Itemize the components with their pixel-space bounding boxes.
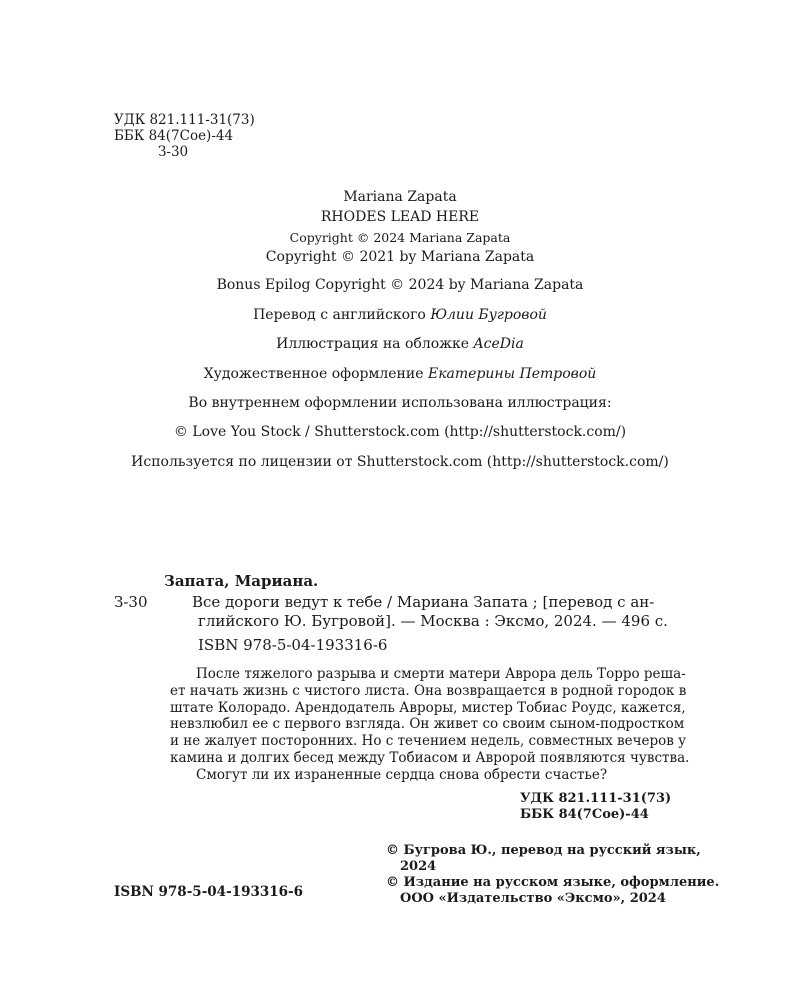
annotation-line: штате Колорадо. Арендодатель Авроры, мистер Тобиас Роудс, кажется, xyxy=(170,699,686,716)
isbn-bottom: ISBN 978-5-04-193316-6 xyxy=(114,884,304,900)
udk-code-top: УДК 821.111-31(73) xyxy=(114,112,255,128)
translation-copyright-line: © Бугрова Ю., перевод на русский язык, xyxy=(386,843,701,858)
description-line: Все дороги ведут к тебе / Мариана Запата ; [перевод с ан- xyxy=(192,593,655,611)
edition-copyright-line: © Издание на русском языке, оформление. xyxy=(386,875,720,890)
cover-label: Иллюстрация на обложке xyxy=(276,336,470,352)
author-heading: Запата, Мариана. xyxy=(164,572,319,590)
isbn: ISBN 978-5-04-193316-6 xyxy=(198,636,388,654)
annotation-line: После тяжелого разрыва и смерти матери Аврора дель Торро реша- xyxy=(196,666,686,682)
cover-artist: AceDia xyxy=(473,336,524,352)
bonus-epilog-copyright: Bonus Epilog Copyright © 2024 by Mariana Zapata xyxy=(216,277,584,293)
translation-credit xyxy=(100,307,700,323)
designer-name: Екатерины Петровой xyxy=(427,366,597,382)
translation-label: Перевод с английского xyxy=(253,307,426,323)
annotation-line: невзлюбил ее с первого взгляда. Он живет со своим сыном-подростком xyxy=(170,716,685,733)
bbk-code-top: ББК 84(7Сое)-44 xyxy=(114,128,234,144)
annotation xyxy=(170,666,718,784)
bbk-code-bottom: ББК 84(7Сое)-44 xyxy=(520,807,649,822)
interior-note: Во внутреннем оформлении использована иллюстрация: xyxy=(188,395,612,411)
publisher-copyright-line: ООО «Издательство «Эксмо», 2024 xyxy=(400,891,666,906)
udk-code-bottom: УДК 821.111-31(73) xyxy=(520,791,672,806)
cover-credit xyxy=(100,336,700,352)
translation-copyright-year: 2024 xyxy=(400,859,437,874)
author-mark-top: З-30 xyxy=(158,144,189,160)
copyright-2021: Copyright © 2021 by Mariana Zapata xyxy=(265,249,535,265)
bottom-classification-codes xyxy=(520,791,671,823)
original-author: Mariana Zapata xyxy=(343,189,457,205)
annotation-line: ет начать жизнь с чистого листа. Она возвращается в родной городок в xyxy=(170,682,687,699)
author-mark: З-30 xyxy=(114,593,148,611)
credits-block xyxy=(100,0,700,480)
design-credit xyxy=(100,366,700,382)
copyright-2024: Copyright © 2024 Mariana Zapata xyxy=(289,230,511,245)
description-line: глийского Ю. Бугровой]. — Москва : Эксмо, 2024. — 496 с. xyxy=(198,612,668,630)
translator-name: Юлии Бугровой xyxy=(430,307,547,323)
original-title: RHODES LEAD HERE xyxy=(320,209,480,225)
copyright-notices xyxy=(386,843,719,907)
annotation-line: Смогут ли их израненные сердца снова обрести счастье? xyxy=(196,766,608,783)
license-note: Используется по лицензии от Shutterstock.com (http://shutterstock.com/) xyxy=(131,454,669,470)
design-label: Художественное оформление xyxy=(203,366,424,382)
bibliographic-description xyxy=(192,593,714,631)
stock-credit: © Love You Stock / Shutterstock.com (http://shutterstock.com/) xyxy=(173,424,627,440)
annotation-line: камина и долгих бесед между Тобиасом и Авророй появляются чувства. xyxy=(170,749,690,766)
annotation-line: и не жалует посторонних. Но с течением недель, совместных вечеров у xyxy=(170,733,687,750)
